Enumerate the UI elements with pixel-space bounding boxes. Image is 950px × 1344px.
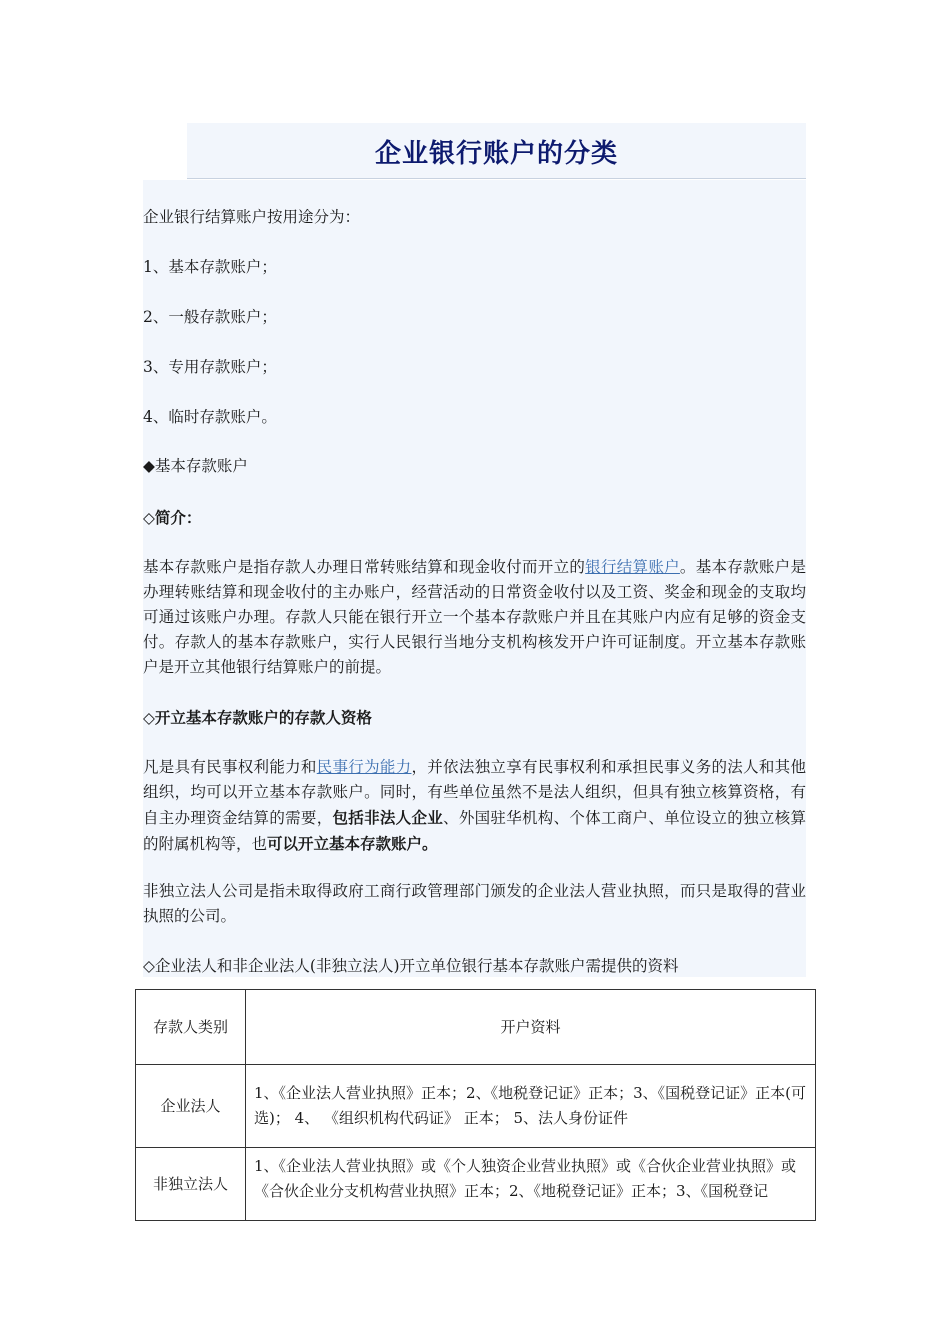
documents-cell: 1、《企业法人营业执照》正本；2、《地税登记证》正本；3、《国税登记证》正本(可选)； 4、 《组织机构代码证》 正本； 5、法人身份证件 (246, 1065, 816, 1148)
text-span: ，并依法独立享有民事权利和承担民事义务的法人和其他组织，均可以开立基本存款账户。同时，有些单位虽然不是法人组织，但具有独立核算资格，有自主办理资金结算的需要， (143, 758, 806, 827)
text-span: 、外国驻华机构、个体工商户、单位设立的独立核算的附属机构等，也 (143, 809, 806, 853)
documents-cell: 1、《企业法人营业执照》或《个人独资企业营业执照》或《合伙企业营业执照》或《合伙企业分支机构营业执照》正本；2、《地税登记证》正本；3、《国税登记 (246, 1148, 816, 1221)
subheading-documents: ◇企业法人和非企业法人(非独立法人)开立单位银行基本存款账户需提供的资料 (143, 957, 679, 975)
bold-span: 可以开立基本存款账户。 (267, 834, 438, 853)
text-span: 。基本存款账户是办理转账结算和现金收付的主办账户，经营活动的日常资金收付以及工资、奖金和现金的支取均可通过该账户办理。存款人只能在银行开立一个基本存款账户并且在其账户内应有足够的资金支付。存款人的基本存款账户，实行人民银行当地分支机构核发开户许可证制度。开立基本存款账户是开立其他银行结算账户的前提。 (143, 558, 806, 676)
table-header-row (136, 990, 816, 1065)
list-item: 3、专用存款账户； (143, 358, 277, 376)
title-band (187, 123, 806, 179)
bold-span: 包括非法人企业 (332, 808, 444, 827)
page-title: 企业银行账户的分类 (374, 139, 618, 169)
text-span: 凡是具有民事权利能力和 (143, 758, 317, 776)
category-cell: 非独立法人 (136, 1148, 246, 1221)
subheading-qualification: ◇开立基本存款账户的存款人资格 (143, 708, 372, 727)
account-documents-table (135, 989, 816, 1221)
table-row (136, 1148, 816, 1221)
text-span: 基本存款账户是指存款人办理日常转账结算和现金收付而开立的 (143, 558, 586, 576)
table-header-cell: 开户资料 (246, 990, 816, 1065)
civil-capacity-link[interactable]: 民事行为能力 (316, 758, 412, 776)
intro-text: 企业银行结算账户按用途分为： (143, 208, 361, 226)
category-cell: 企业法人 (136, 1065, 246, 1148)
paragraph-basic-account (143, 555, 806, 680)
bank-account-link[interactable]: 银行结算账户 (585, 558, 680, 576)
list-item: 1、基本存款账户； (143, 258, 277, 276)
table-row (136, 1065, 816, 1148)
section-heading: ◆基本存款账户 (143, 457, 248, 475)
table-header-cell: 存款人类别 (136, 990, 246, 1065)
paragraph-qualification (143, 755, 806, 857)
list-item: 4、临时存款账户。 (143, 408, 277, 426)
paragraph-non-independent: 非独立法人公司是指未取得政府工商行政管理部门颁发的企业法人营业执照，而只是取得的营业执照的公司。 (143, 882, 806, 925)
list-item: 2、一般存款账户； (143, 308, 277, 326)
subheading-intro: ◇简介： (143, 508, 202, 527)
